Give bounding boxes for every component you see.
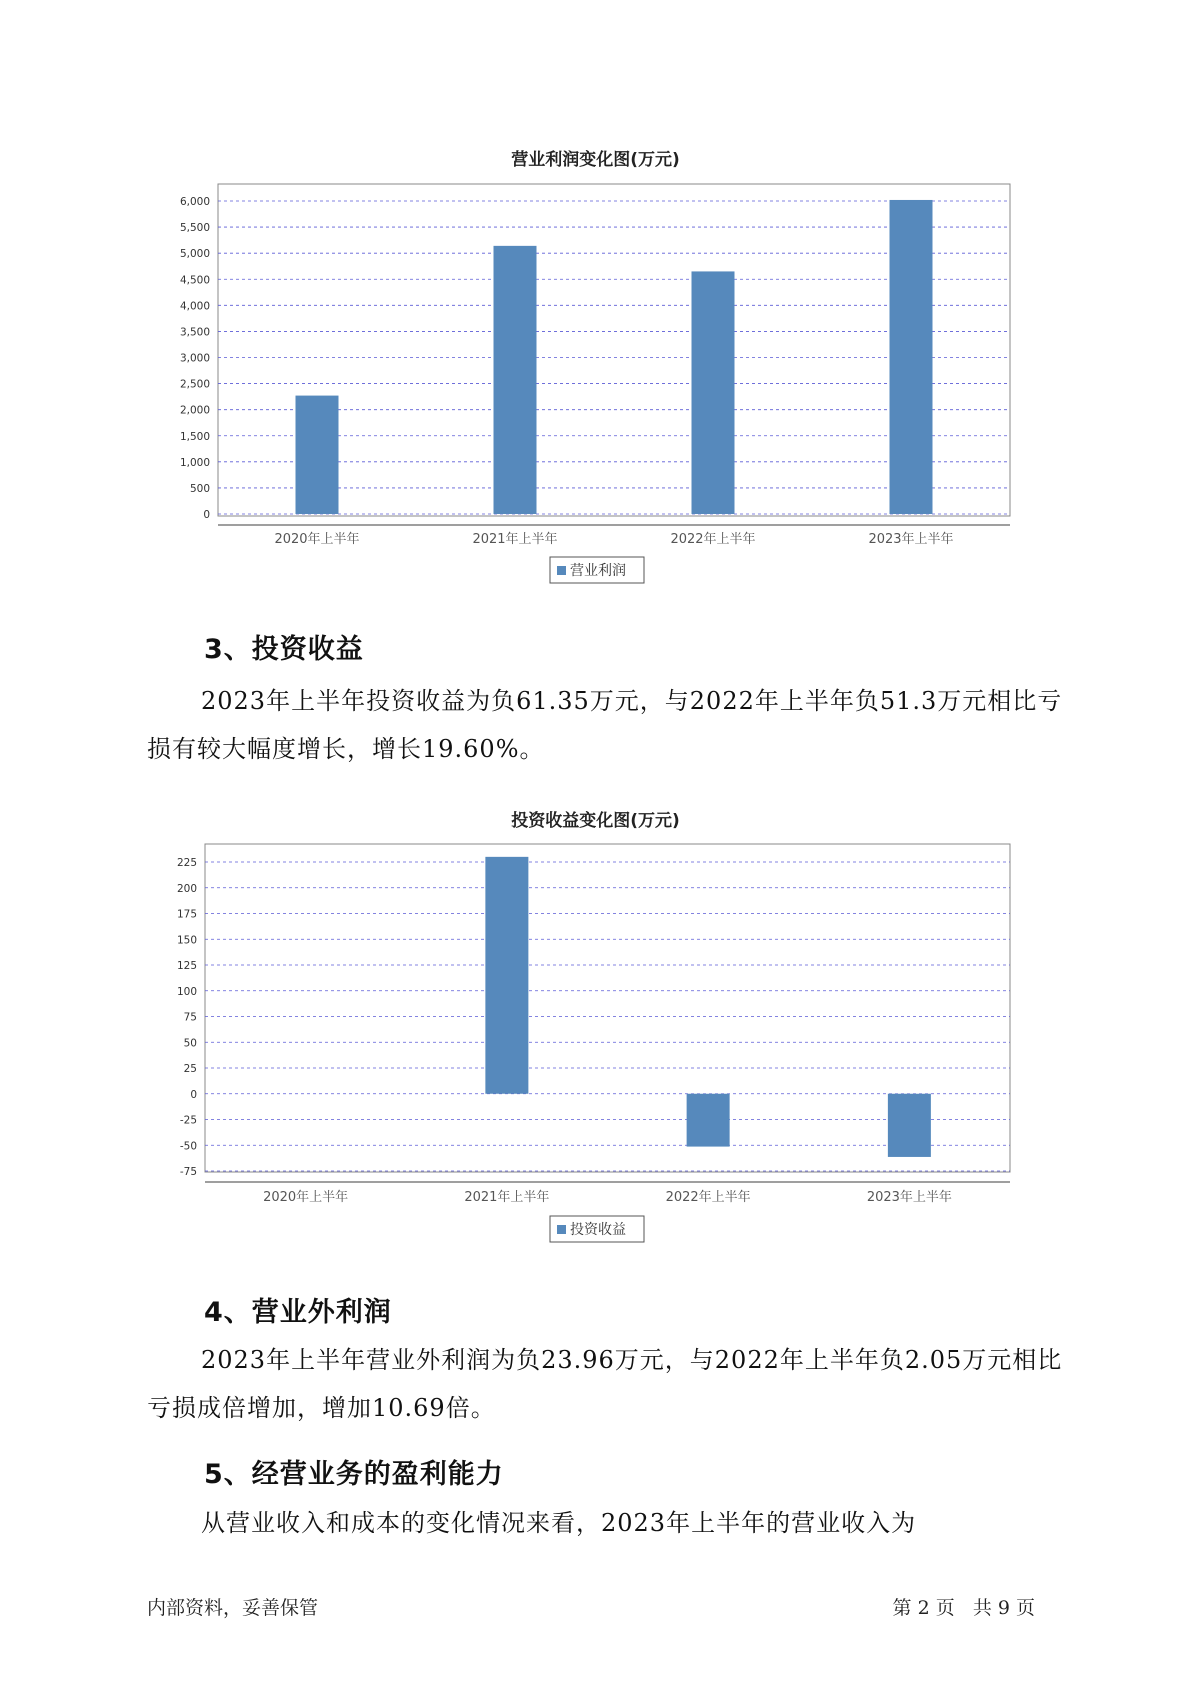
y-tick-label: 125: [176, 960, 197, 972]
y-tick-label: -75: [179, 1166, 197, 1178]
x-tick-label: 2022年上半年: [665, 1190, 751, 1205]
x-tick-label: 2022年上半年: [670, 532, 756, 547]
section4-heading: 4、营业外利润: [204, 1297, 392, 1328]
y-tick-label: -25: [179, 1114, 197, 1127]
y-tick-label: 175: [176, 908, 197, 921]
section4-paragraph: 2023年上半年营业外利润为负23.96万元，与2022年上半年负2.05万元相比亏损成倍增加，增加10.69倍。: [147, 1346, 1063, 1422]
legend-swatch: [557, 1225, 566, 1234]
y-tick-label: 50: [183, 1037, 197, 1050]
legend-label: 营业利润: [570, 563, 626, 579]
y-tick-label: 500: [189, 482, 210, 495]
y-tick-label: 6,000: [179, 196, 210, 208]
y-tick-label: 4,500: [179, 274, 210, 287]
y-tick-label: 0: [190, 1088, 197, 1101]
y-tick-label: 5,000: [179, 248, 210, 261]
y-tick-label: 225: [176, 857, 197, 869]
y-tick-label: 5,500: [179, 222, 210, 235]
y-tick-label: 200: [176, 882, 197, 895]
y-tick-label: 1,500: [179, 430, 210, 443]
y-tick-label: 75: [183, 1011, 197, 1024]
y-tick-label: 1,000: [179, 456, 210, 469]
chart1-title: 营业利润变化图(万元): [511, 150, 680, 170]
y-tick-label: 25: [183, 1063, 197, 1075]
bar: [888, 1094, 931, 1157]
footer-page-number: 第 2 页 共 9 页: [892, 1597, 1035, 1619]
section5-heading: 5、经营业务的盈利能力: [204, 1459, 504, 1490]
x-tick-label: 2020年上半年: [263, 1190, 349, 1205]
y-tick-label: 3,000: [179, 352, 210, 365]
y-tick-label: 2,500: [179, 378, 210, 391]
x-tick-label: 2021年上半年: [464, 1190, 550, 1205]
footer-left: 内部资料，妥善保管: [147, 1597, 319, 1619]
y-tick-label: 4,000: [179, 300, 210, 313]
y-tick-label: 2,000: [179, 404, 210, 417]
x-tick-label: 2023年上半年: [868, 532, 954, 547]
section3-paragraph: 2023年上半年投资收益为负61.35万元，与2022年上半年负51.3万元相比亏损有较大幅度增长，增长19.60%。: [147, 687, 1063, 763]
y-tick-label: 100: [176, 985, 197, 998]
x-tick-label: 2021年上半年: [472, 532, 558, 547]
y-tick-label: 0: [203, 509, 210, 521]
legend-label: 投资收益: [570, 1222, 626, 1238]
section5-paragraph: 从营业收入和成本的变化情况来看，2023年上半年的营业收入为: [201, 1509, 917, 1537]
y-tick-label: 3,500: [179, 326, 210, 339]
chart2-title: 投资收益变化图(万元): [511, 811, 680, 831]
bar: [485, 857, 528, 1094]
y-tick-label: 150: [176, 934, 197, 947]
x-tick-label: 2023年上半年: [866, 1190, 952, 1205]
y-tick-label: -50: [179, 1140, 197, 1153]
x-tick-label: 2020年上半年: [274, 532, 360, 547]
section3-heading: 3、投资收益: [204, 634, 364, 665]
bar: [687, 1094, 730, 1147]
